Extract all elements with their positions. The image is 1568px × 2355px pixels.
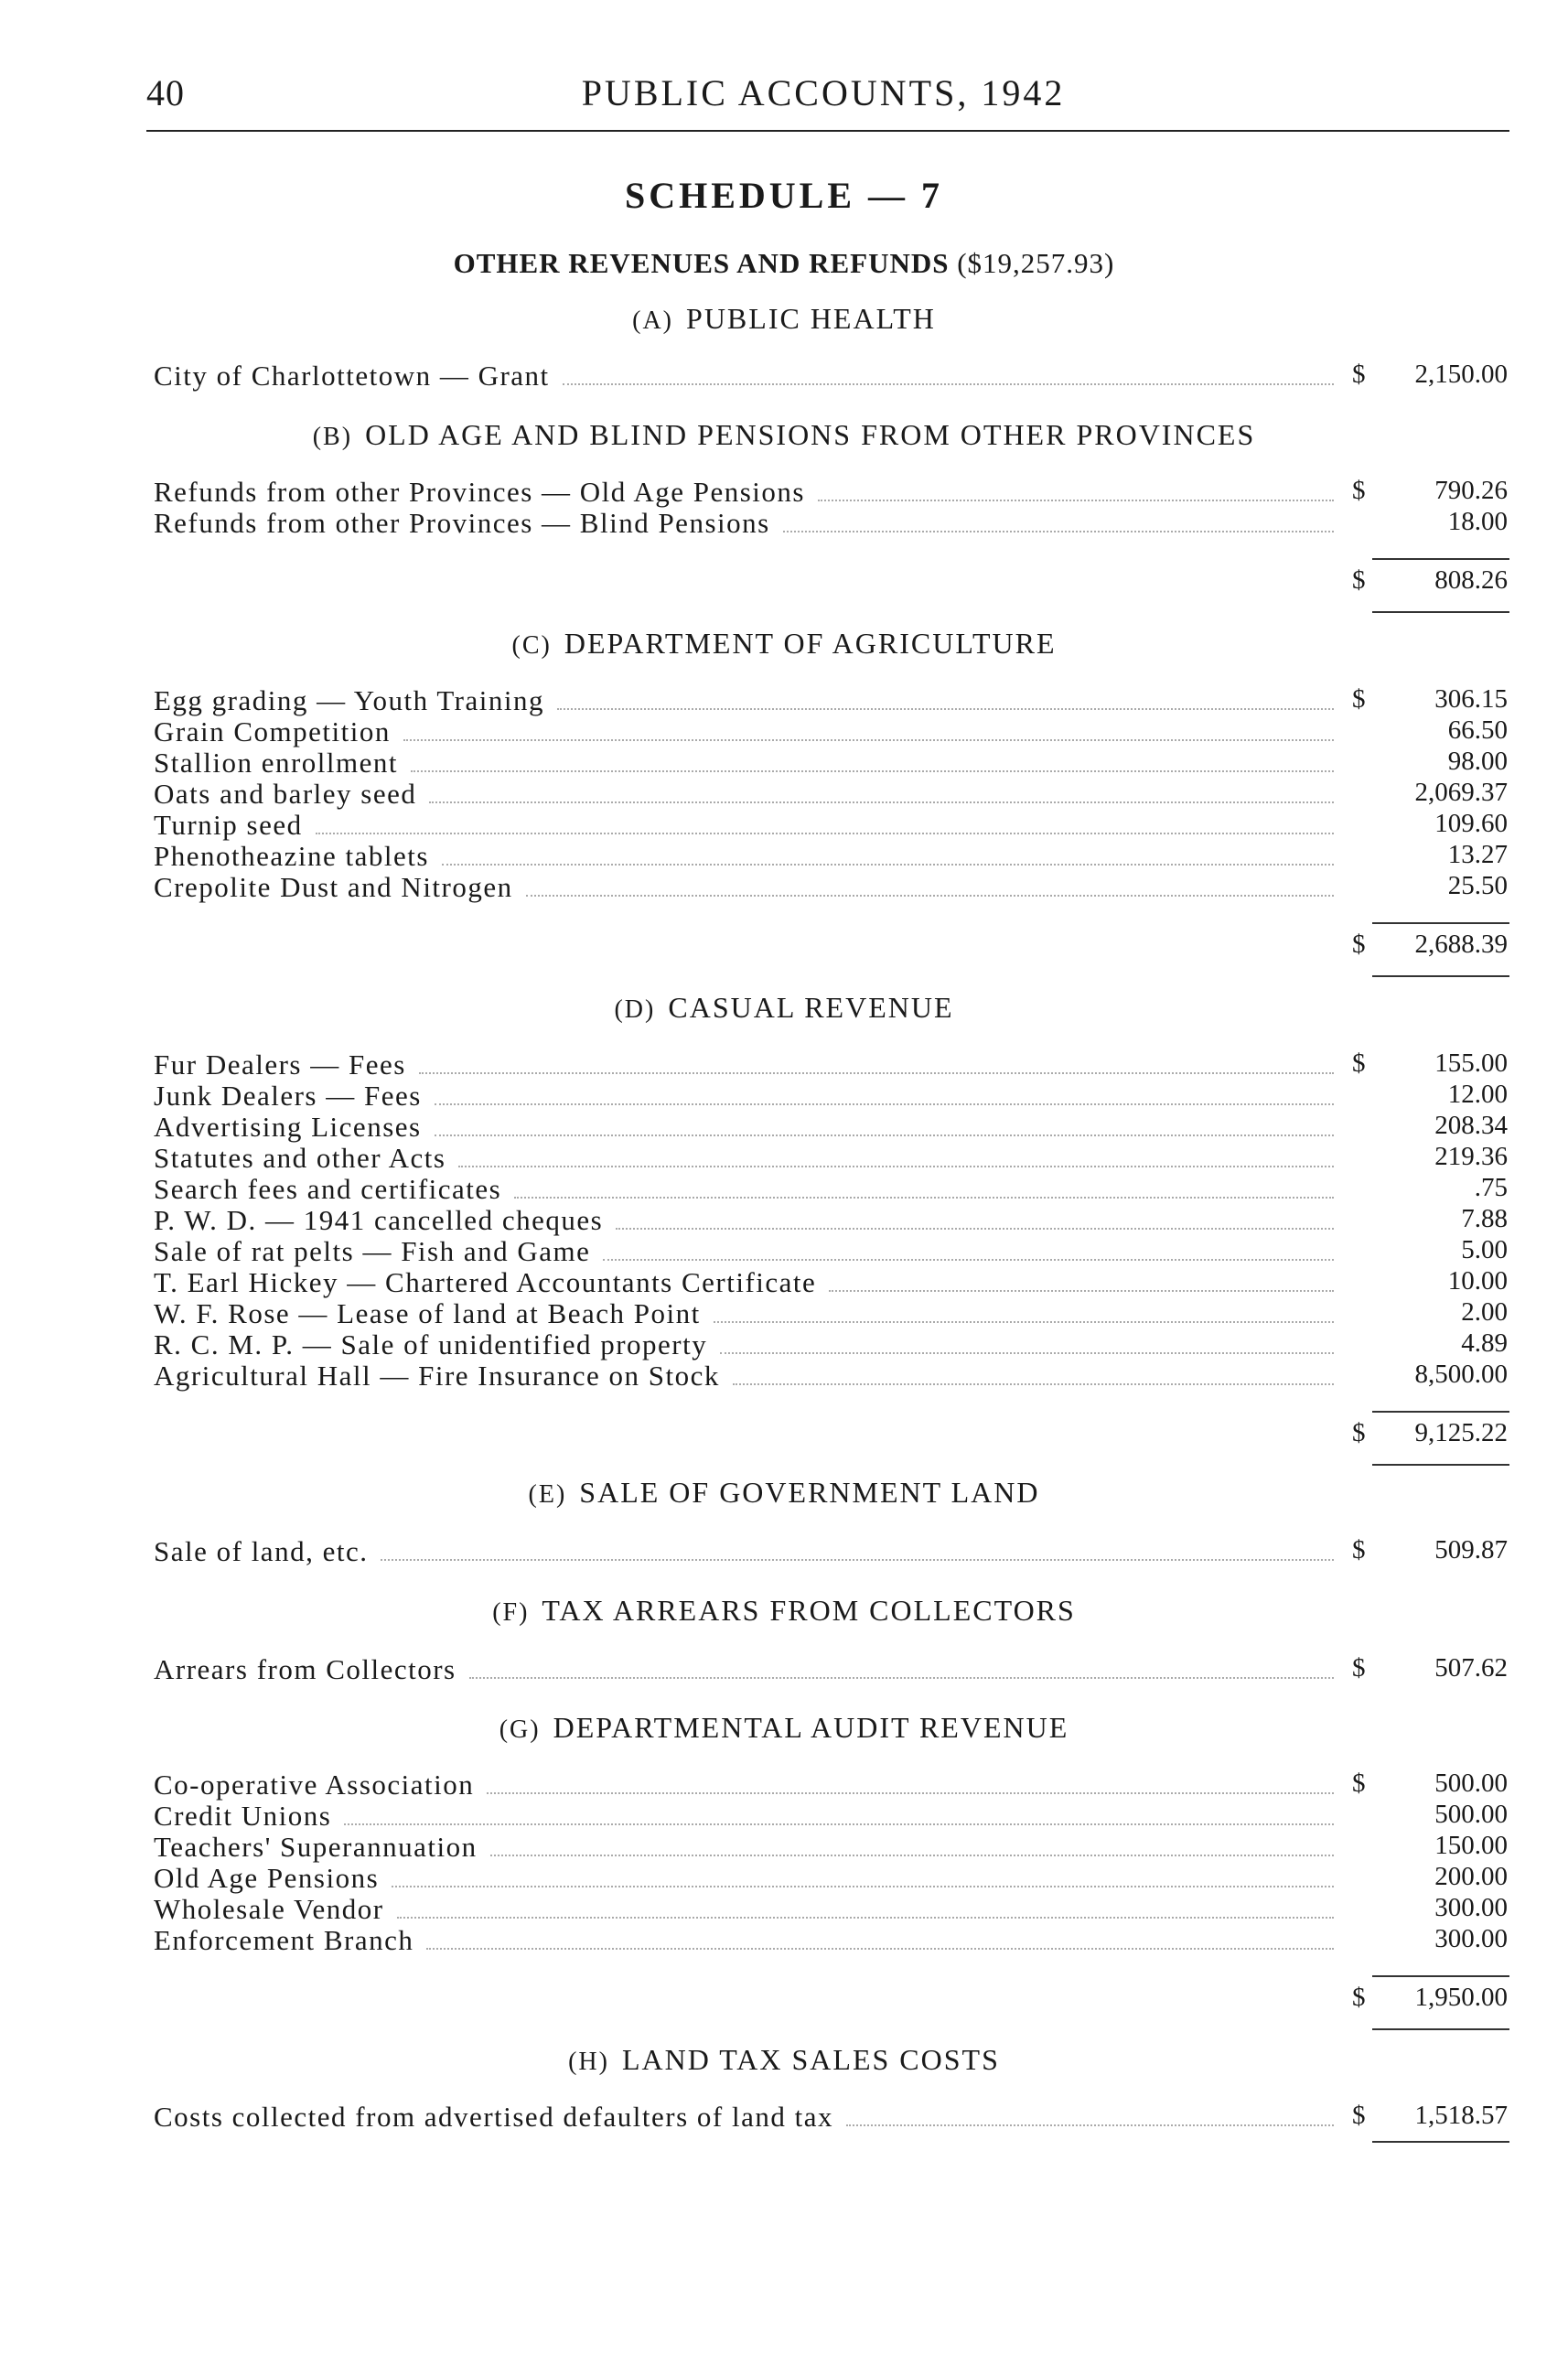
dot-leader [514,1197,1334,1199]
line-item-label: Turnip seed [154,809,303,841]
line-item-label: Advertising Licenses [154,1111,422,1143]
dot-leader [616,1228,1334,1230]
section-title: CASUAL REVENUE [668,991,954,1024]
line-item [0,1831,1568,1864]
subtotal-rule [1372,1411,1509,1413]
section-heading [0,1594,1568,1628]
page-header [146,71,1500,117]
dot-leader [458,1166,1334,1167]
dot-leader [435,1134,1334,1136]
currency-symbol: $ [1352,1048,1366,1078]
currency-symbol: $ [1352,684,1366,714]
section-title: DEPARTMENTAL AUDIT REVENUE [553,1711,1069,1744]
line-item [0,1080,1568,1113]
schedule-subtitle [0,247,1568,280]
line-item-label: Teachers' Superannuation [154,1831,478,1863]
schedule-title: SCHEDULE — 7 [624,175,944,216]
section-letter: (F) [492,1598,530,1627]
line-item-amount: 25.50 [1447,871,1508,900]
dot-leader [419,1072,1334,1074]
dot-leader [429,801,1334,803]
line-item [0,747,1568,780]
line-item-amount: 300.00 [1434,1924,1508,1953]
currency-symbol: $ [1352,1653,1366,1683]
line-item-amount: 2,069.37 [1414,778,1508,807]
dot-leader [829,1290,1334,1292]
dot-leader [442,864,1334,866]
dot-leader [487,1792,1334,1794]
subtotal-amount: 2,688.39 [1414,930,1508,959]
line-item [0,2101,1568,2134]
currency-symbol: $ [1352,1535,1366,1565]
line-item-label: Phenotheazine tablets [154,840,429,872]
schedule-subtitle-text: OTHER REVENUES AND REFUNDS [453,247,950,279]
dot-leader [316,833,1334,834]
line-item [0,1048,1568,1081]
dot-leader [381,1559,1334,1561]
line-item-label: Oats and barley seed [154,778,417,810]
line-item-amount: .75 [1474,1173,1508,1202]
line-item-label: W. F. Rose — Lease of land at Beach Point [154,1297,701,1329]
line-item [0,1111,1568,1144]
line-item-label: Enforcement Branch [154,1924,414,1956]
line-item-label: Arrears from Collectors [154,1653,456,1685]
subtotal-bottom-rule [1372,1464,1509,1466]
line-item-label: Grain Competition [154,715,391,747]
line-item-label: Stallion enrollment [154,747,398,779]
section-title: LAND TAX SALES COSTS [621,2043,1000,2076]
line-item-amount: 2,150.00 [1414,360,1508,389]
line-item-label: Crepolite Dust and Nitrogen [154,871,513,903]
currency-symbol: $ [1352,2101,1366,2130]
line-item-label: Refunds from other Provinces — Old Age Pensions [154,476,805,508]
line-item [0,1204,1568,1237]
line-item-label: Co-operative Association [154,1769,475,1801]
page-number: 40 [146,72,185,113]
line-item-amount: 500.00 [1434,1769,1508,1798]
line-item [0,778,1568,811]
dot-leader [403,739,1334,741]
line-item-label: R. C. M. P. — Sale of unidentified property [154,1328,708,1360]
section-letter: (H) [568,2048,609,2076]
line-item [0,1328,1568,1361]
dot-leader [557,708,1334,710]
dot-leader [435,1103,1334,1105]
dot-leader [411,770,1334,772]
line-item-amount: 2.00 [1461,1297,1508,1327]
dot-leader [818,500,1334,501]
dot-leader [490,1855,1334,1856]
line-item [0,715,1568,748]
subtotal-row [0,930,1568,962]
line-item-label: Credit Unions [154,1800,332,1832]
line-item-amount: 200.00 [1434,1862,1508,1891]
line-item [0,1266,1568,1299]
line-item [0,1535,1568,1568]
line-item-amount: 4.89 [1461,1328,1508,1358]
subtotal-row [0,1418,1568,1451]
line-item [0,1924,1568,1957]
line-item-label: Agricultural Hall — Fire Insurance on Stock [154,1360,720,1392]
section-letter: (A) [632,306,674,335]
line-item [0,1235,1568,1268]
line-item-amount: 66.50 [1447,715,1508,745]
currency-symbol: $ [1352,1418,1366,1447]
line-item-amount: 306.15 [1434,684,1508,714]
line-item [0,1800,1568,1833]
line-item [0,684,1568,717]
dot-leader [344,1823,1334,1825]
section-title: PUBLIC HEALTH [686,302,936,335]
section-letter: (D) [614,995,656,1024]
subtotal-rule [1372,922,1509,924]
line-item-label: P. W. D. — 1941 cancelled cheques [154,1204,604,1236]
line-item [0,1769,1568,1801]
line-item-amount: 5.00 [1461,1235,1508,1264]
section-heading [0,418,1568,452]
line-item-label: Search fees and certificates [154,1173,502,1205]
section-heading [0,1476,1568,1510]
dot-leader [526,895,1334,897]
section-title: SALE OF GOVERNMENT LAND [579,1476,1040,1509]
dot-leader [720,1352,1334,1354]
dot-leader [392,1886,1334,1887]
header-rule [146,130,1509,132]
line-item-amount: 300.00 [1434,1893,1508,1922]
line-item-amount: 109.60 [1434,809,1508,838]
section-heading [0,627,1568,661]
line-item [0,476,1568,509]
subtotal-rule [1372,558,1509,560]
line-item-label: Fur Dealers — Fees [154,1048,406,1081]
currency-symbol: $ [1352,930,1366,959]
line-item-label: Statutes and other Acts [154,1142,446,1174]
subtotal-row [0,565,1568,598]
line-item [0,1862,1568,1895]
line-item-amount: 10.00 [1447,1266,1508,1296]
line-item [0,1142,1568,1175]
section-heading [0,2043,1568,2077]
dot-leader [603,1259,1334,1261]
line-item-amount: 7.88 [1461,1204,1508,1233]
line-item-amount: 98.00 [1447,747,1508,776]
line-item-label: Costs collected from advertised defaulters of land tax [154,2101,833,2133]
line-item-label: Wholesale Vendor [154,1893,384,1925]
subtotal-bottom-rule [1372,975,1509,977]
line-item-label: Junk Dealers — Fees [154,1080,422,1112]
line-item [0,871,1568,904]
subtotal-amount: 1,950.00 [1414,1983,1508,2012]
dot-leader [469,1677,1334,1679]
running-title: PUBLIC ACCOUNTS, 1942 [581,72,1066,113]
subtotal-rule [1372,1975,1509,1977]
currency-symbol: $ [1352,360,1366,389]
line-item-amount: 150.00 [1434,1831,1508,1860]
line-item [0,1297,1568,1330]
line-item-amount: 500.00 [1434,1800,1508,1829]
section-heading [0,991,1568,1025]
line-item [0,840,1568,873]
line-item [0,360,1568,392]
line-item-amount: 13.27 [1447,840,1508,869]
line-item-label: Sale of land, etc. [154,1535,369,1567]
line-item-label: Sale of rat pelts — Fish and Game [154,1235,591,1267]
subtotal-amount: 9,125.22 [1414,1418,1508,1447]
currency-symbol: $ [1352,565,1366,595]
line-item-amount: 208.34 [1434,1111,1508,1140]
line-item [0,1893,1568,1926]
line-item-amount: 8,500.00 [1414,1360,1508,1389]
line-item-amount: 507.62 [1434,1653,1508,1683]
line-item-label: Old Age Pensions [154,1862,380,1894]
line-item-amount: 155.00 [1434,1048,1508,1078]
line-item-amount: 790.26 [1434,476,1508,505]
dot-leader [426,1948,1334,1950]
line-item-label: City of Charlottetown — Grant [154,360,550,392]
dot-leader [397,1917,1334,1919]
subtotal-row [0,1983,1568,2016]
currency-symbol: $ [1352,1983,1366,2012]
section-letter: (B) [312,423,353,451]
line-item-amount: 12.00 [1447,1080,1508,1109]
section-letter: (C) [511,631,552,660]
schedule-total: ($19,257.93) [957,247,1115,279]
line-item-label: Refunds from other Provinces — Blind Pensions [154,507,770,539]
dot-leader [714,1321,1334,1323]
line-item [0,1653,1568,1686]
line-item [0,1173,1568,1206]
line-item [0,1360,1568,1393]
line-item [0,507,1568,540]
line-item-amount: 18.00 [1447,507,1508,536]
section-letter: (G) [499,1715,541,1744]
dot-leader [846,2124,1334,2126]
section-title: TAX ARREARS FROM COLLECTORS [542,1594,1076,1627]
currency-symbol: $ [1352,1769,1366,1798]
closing-rule [1372,2141,1509,2143]
line-item [0,809,1568,842]
dot-leader [563,383,1334,385]
line-item-amount: 1,518.57 [1414,2101,1508,2130]
dot-leader [733,1383,1334,1385]
section-heading [0,302,1568,336]
subtotal-amount: 808.26 [1434,565,1508,595]
section-heading [0,1711,1568,1745]
subtotal-bottom-rule [1372,611,1509,613]
currency-symbol: $ [1352,476,1366,505]
section-title: OLD AGE AND BLIND PENSIONS FROM OTHER PROVINCES [365,418,1256,451]
line-item-amount: 509.87 [1434,1535,1508,1565]
line-item-label: T. Earl Hickey — Chartered Accountants Certificate [154,1266,817,1298]
line-item-label: Egg grading — Youth Training [154,684,544,716]
dot-leader [783,531,1334,532]
section-letter: (E) [528,1480,567,1509]
subtotal-bottom-rule [1372,2028,1509,2030]
section-title: DEPARTMENT OF AGRICULTURE [564,627,1057,660]
line-item-amount: 219.36 [1434,1142,1508,1171]
